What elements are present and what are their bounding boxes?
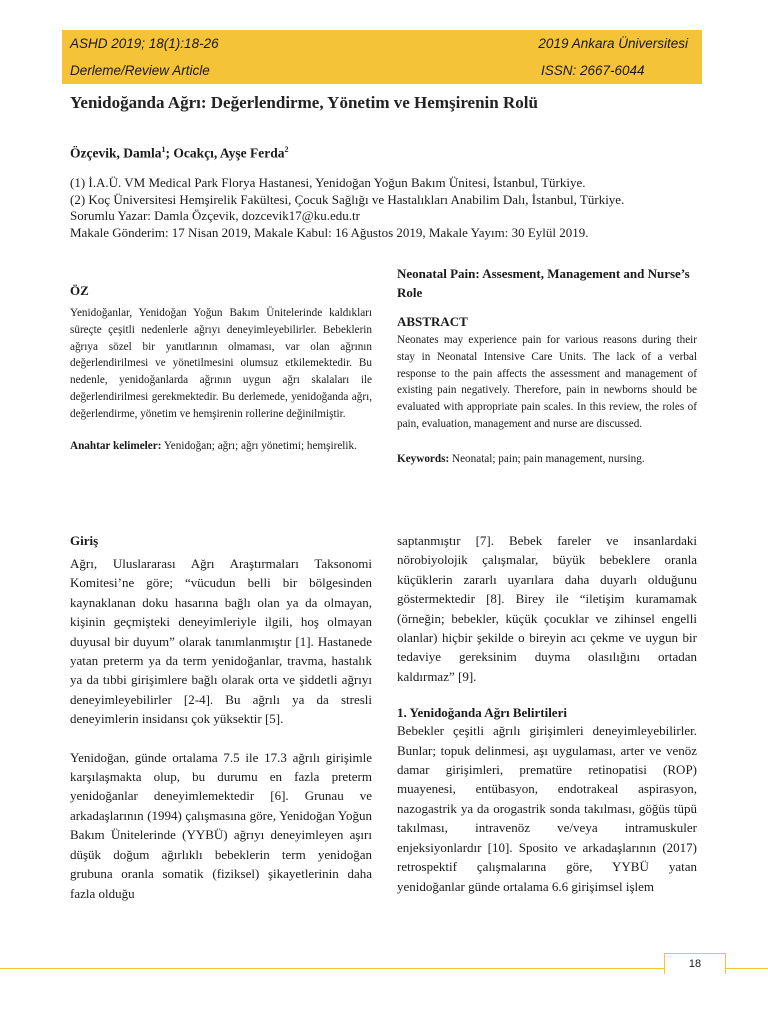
giris-section	[70, 533, 372, 903]
publisher: 2019 Ankara Üniversitesi	[538, 36, 688, 51]
author-2-affil: 2	[284, 145, 289, 154]
abstract-section	[397, 264, 697, 468]
affiliation-2: (2) Koç Üniversitesi Hemşirelik Fakültesi, Çocuk Sağlığı ve Hastalıkları Anabilim Dalı, İstanbul, Türkiye.	[70, 191, 625, 207]
abstract-keywords-text: Neonatal; pain; pain management, nursing.	[449, 452, 645, 465]
author-1: Özçevik, Damla	[70, 145, 162, 161]
oz-heading: ÖZ	[70, 283, 89, 298]
section-1-heading: 1. Yenidoğanda Ağrı Belirtileri	[397, 705, 567, 721]
footer-rule	[0, 968, 768, 969]
page-number: 18	[664, 953, 726, 974]
oz-keywords-text: Yenidoğan; ağrı; ağrı yönetimi; hemşirelik.	[161, 439, 357, 452]
abstract-heading: ABSTRACT	[397, 314, 468, 329]
abstract-keywords	[397, 451, 697, 468]
issn: ISSN: 2667-6044	[541, 63, 645, 78]
oz-section	[70, 283, 372, 454]
authors	[70, 145, 288, 162]
affiliation-1: (1) İ.A.Ü. VM Medical Park Florya Hastanesi, Yenidoğan Yoğun Bakım Ünitesi, İstanbul, Türkiye.	[70, 175, 586, 190]
english-title: Neonatal Pain: Assesment, Management and Nurse’s Role	[397, 266, 690, 300]
author-separator: ;	[165, 145, 174, 161]
giris-paragraph-3: saptanmıştır [7]. Bebek fareler ve insanlardaki nörobiyolojik çalışmalar, büyük bebeklere oranla küçüklerin zararlı uyarılara daha duyarlı olduğunu göstermektedir [8]. Birey ile “iletişim kuramamak (örneğin; bebekler, küçük çocuklar ve zihinsel engelli olanlar) hiçbir şekilde o bireyin acı çekme ve uygun bir tedaviye gereksinim duyma olasılığını ortadan kaldırmaz” [9].	[397, 533, 697, 684]
abstract-text: Neonates may experience pain for various reasons during their stay in Neonatal Intensive Care Units. The lack of a verbal response to the pain affects the assessment and management of existing pain negatively. Therefore, pain in newborns should be evaluated with appropriate pain scales. In this review, the roles of pain, evaluation, management and nurse are discussed.	[397, 334, 697, 430]
submission-dates: Makale Gönderim: 17 Nisan 2019, Makale Kabul: 16 Ağustos 2019, Makale Yayım: 30 Eylül 2019.	[70, 224, 589, 240]
article-title: Yenidoğanda Ağrı: Değerlendirme, Yönetim ve Hemşirenin Rolü	[70, 93, 538, 112]
author-1-affil: 1	[161, 145, 166, 154]
oz-keywords-label: Anahtar kelimeler:	[70, 439, 162, 452]
giris-paragraph-1: Ağrı, Uluslararası Ağrı Araştırmaları Taksonomi Komitesi’ne göre; “vücudun belli bir bölgesinden kaynaklanan doku hasarına bağlı olan ya da olmayan, kişinin geçmişteki deneyimleriyle ilgili, hoş olmayan duyusal bir duyum” olarak tanımlanmıştır [1]. Hastanede yatan preterm ya da term yenidoğanlar, travma, hastalık ya da tıbbi girişimlere bağlı olarak orta ve şiddetli ağrıyı deneyimleyebilirler [2-4]. Bu ağrılı ya da stresli deneyimlerin insidansı çok yüksektir [5].	[70, 556, 372, 727]
oz-keywords	[70, 438, 372, 455]
author-2: Ocakçı, Ayşe Ferda	[173, 145, 285, 161]
giris-heading: Giriş	[70, 533, 99, 548]
journal-citation: ASHD 2019; 18(1):18-26	[70, 36, 219, 51]
oz-text: Yenidoğanlar, Yenidoğan Yoğun Bakım Ünitelerinde kaldıkları süreçte çeşitli nedenlerle ağrıyı deneyimleyebilirler. Bebeklerin ağrıya sözel bir yanıtlarının olmaması, var olan ağrının değerlendirilmesi ve yönetilmesini olumsuz etkilemektedir. Bu nedenle, yenidoğanlarda ağrının uygun ağrı skalaları ile değerlendirilmesi gerekmektedir. Bu derlemede, yenidoğanda ağrı, değerlendirme, yönetim ve hemşirenin rollerine değinilmiştir.	[70, 307, 372, 420]
article-type: Derleme/Review Article	[70, 63, 210, 78]
corresponding-author: Sorumlu Yazar: Damla Özçevik, dozcevik17@ku.edu.tr	[70, 208, 360, 223]
section-1-paragraph-1: Bebekler çeşitli ağrılı girişimleri deneyimleyebilirler. Bunlar; topuk delinmesi, aşı uygulaması, arter ve venöz damar girişimleri, prematüre retinopatisi (ROP) muayenesi, entübasyon, endotrakeal aspirasyon, nazogastrik ya da orogastrik sonda takılması, göğüs tüpü takılması, intravenöz ve/veya intramuskuler enjeksiyonlardır [10]. Sposito ve arkadaşlarının (2017) retrospektif çalışmalarına göre, YYBÜ yatan yenidoğanlar günde ortalama 6.6 girişimsel işlem	[397, 723, 697, 894]
affiliations	[70, 175, 730, 241]
body-right-column	[397, 531, 697, 896]
abstract-keywords-label: Keywords:	[397, 452, 450, 465]
giris-paragraph-2: Yenidoğan, günde ortalama 7.5 ile 17.3 ağrılı girişimle karşılaşmakta olup, bu durumu en fazla preterm yenidoğanlar deneyimlemektedir [6]. Grunau ve arkadaşlarının (1994) çalışmasına göre, Yenidoğan Yoğun Bakım Ünitelerinde (YYBÜ) ağrıyı deneyimleyen aşırı düşük doğum ağırlıklı bebeklerin term yenidoğan grubuna oranla somatik (fiziksel) şikayetlerinin daha fazla olduğu	[70, 749, 372, 901]
